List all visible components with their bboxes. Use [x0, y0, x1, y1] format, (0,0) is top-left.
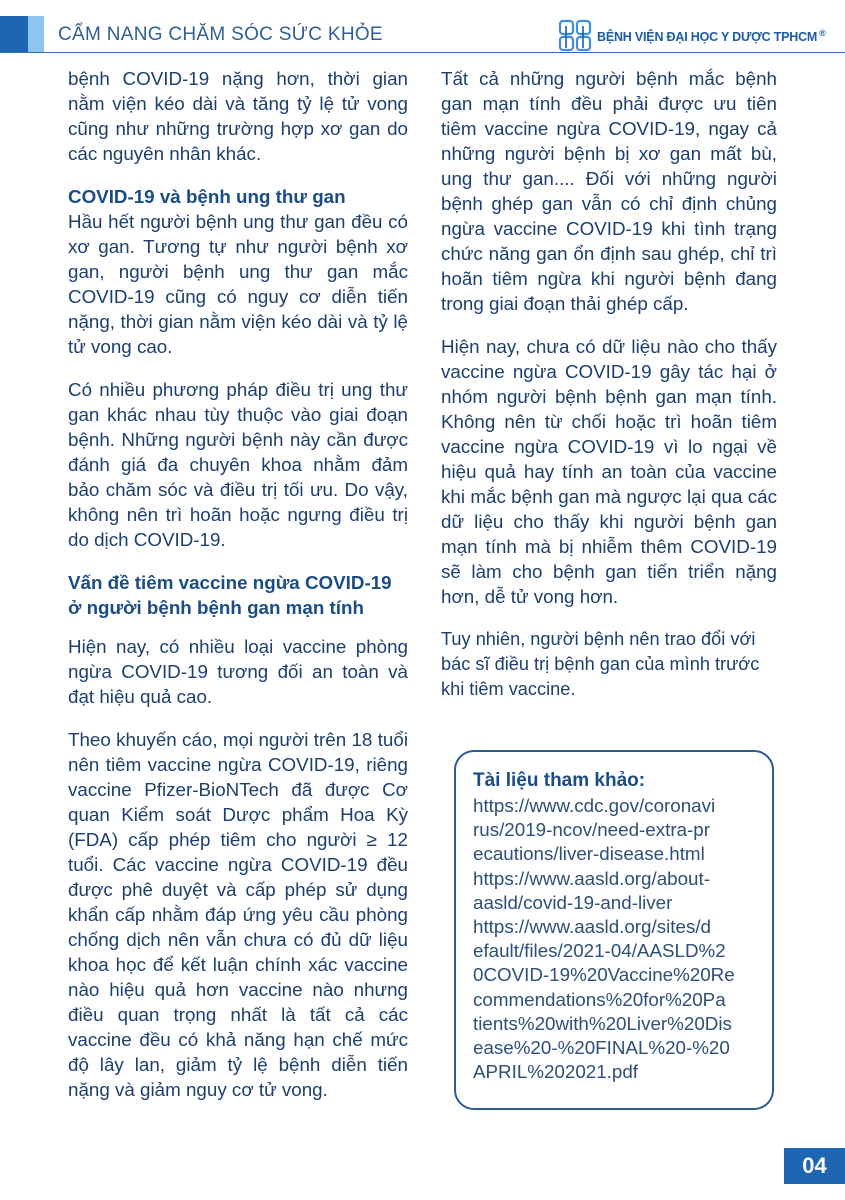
reference-line[interactable]: efault/files/2021-04/AASLD%2: [473, 940, 726, 962]
paragraph: Tuy nhiên, người bệnh nên trao đổi với bác sĩ điều trị bệnh gan của mình trước khi tiêm vaccine.: [441, 629, 760, 699]
page-number: 04: [784, 1148, 845, 1184]
reference-line[interactable]: https://www.cdc.gov/coronavi: [473, 795, 716, 816]
paragraph: bệnh COVID-19 nặng hơn, thời gian nằm viện kéo dài và tăng tỷ lệ tử vong cũng như những trường hợp xơ gan do các nguyên nhân khác.: [68, 68, 408, 164]
right-column: [441, 66, 777, 720]
paragraph: Tất cả những người bệnh mắc bệnh gan mạn tính đều phải được ưu tiên tiêm vaccine ngừa COVID-19, ngay cả những người bệnh bị xơ gan mất bù, ung thư gan.... Đối với những người bệnh ghép gan vẫn có chỉ định chủng ngừa vaccine COVID-19 khi tình trạng chức năng gan ổn định sau ghép, chỉ trì hoãn tiêm ngừa khi người bệnh đang trong giai đoạn thải ghép cấp.: [441, 68, 777, 314]
reference-line[interactable]: tients%20with%20Liver%20Dis: [473, 1012, 732, 1034]
left-column: [68, 66, 408, 1120]
hospital-name-text: BỆNH VIỆN ĐẠI HỌC Y DƯỢC TPHCM: [597, 30, 818, 45]
paragraph: Hầu hết người bệnh ung thư gan đều có xơ gan. Tương tự như người bệnh xơ gan, người bệnh ung thư gan mắc COVID-19 cũng có nguy cơ diễn tiến nặng, thời gian nằm viện kéo dài và tỷ lệ tử vong cao.: [68, 211, 408, 357]
registered-mark: ®: [819, 28, 826, 38]
reference-line[interactable]: https://www.aasld.org/about-: [473, 867, 710, 889]
references-box: [454, 750, 774, 1110]
header-accent-light-block: [28, 16, 44, 52]
reference-line[interactable]: ease%20-%20FINAL%20-%20: [473, 1037, 730, 1059]
handbook-title: CẨM NANG CHĂM SÓC SỨC KHỎE: [58, 24, 383, 45]
references-title: Tài liệu tham khảo:: [473, 770, 646, 791]
reference-line[interactable]: aasld/covid-19-and-liver: [473, 891, 673, 913]
reference-line[interactable]: 0COVID-19%20Vaccine%20Re: [473, 964, 735, 986]
hospital-name: [597, 28, 826, 44]
reference-line[interactable]: commendations%20for%20Pa: [473, 988, 726, 1010]
paragraph: Theo khuyến cáo, mọi người trên 18 tuổi nên tiêm vaccine ngừa COVID-19, riêng vaccine Pfizer-BioNTech đã được Cơ quan Kiểm soát Dược phẩm Hoa Kỳ (FDA) cấp phép tiêm cho người ≥ 12 tuổi. Các vaccine ngừa COVID-19 đều được phê duyệt và cấp phép sử dụng khẩn cấp nhằm đáp ứng yêu cầu phòng chống dịch nên vẫn chưa có đủ dữ liệu khoa học để kết luận chính xác vaccine nào hiệu quả hơn vaccine nào nhưng điều quan trọng nhất là tất cả các vaccine đều có khả năng hạn chế mức độ lây lan, giảm tỷ lệ bệnh diễn tiến nặng và giảm nguy cơ tử vong.: [68, 729, 408, 1100]
reference-line[interactable]: ecautions/liver-disease.html: [473, 843, 705, 865]
section-heading-vaccine: Vấn đề tiêm vaccine ngừa COVID-19 ở người bệnh bệnh gan mạn tính: [68, 572, 392, 618]
paragraph: Có nhiều phương pháp điều trị ung thư gan khác nhau tùy thuộc vào giai đoạn bệnh. Những người bệnh này cần được đánh giá đa chuyên khoa nhằm đảm bảo chăm sóc và điều trị tối ưu. Do vậy, không nên trì hoãn hoặc ngưng điều trị do dịch COVID-19.: [68, 379, 408, 550]
paragraph: Hiện nay, chưa có dữ liệu nào cho thấy vaccine ngừa COVID-19 gây tác hại ở nhóm người bệnh bệnh gan mạn tính. Không nên từ chối hoặc trì hoãn tiêm vaccine ngừa COVID-19 vì lo ngại về hiệu quả hay tính an toàn của vaccine khi mắc bệnh gan mà ngược lại qua các dữ liệu cho thấy khi người bệnh gan mạn tính mà bị nhiễm thêm COVID-19 sẽ làm cho bệnh gan tiến triển nặng hơn, dễ tử vong hơn.: [441, 336, 777, 607]
reference-line[interactable]: APRIL%202021.pdf: [473, 1061, 638, 1083]
hospital-logo-icon: [558, 18, 592, 52]
reference-line[interactable]: https://www.aasld.org/sites/d: [473, 916, 712, 938]
section-heading-liver-cancer: COVID-19 và bệnh ung thư gan: [68, 186, 346, 207]
header-accent-block: [0, 16, 28, 52]
paragraph: Hiện nay, có nhiều loại vaccine phòng ngừa COVID-19 tương đối an toàn và đạt hiệu quả cao.: [68, 636, 408, 707]
reference-line[interactable]: rus/2019-ncov/need-extra-pr: [473, 819, 710, 841]
